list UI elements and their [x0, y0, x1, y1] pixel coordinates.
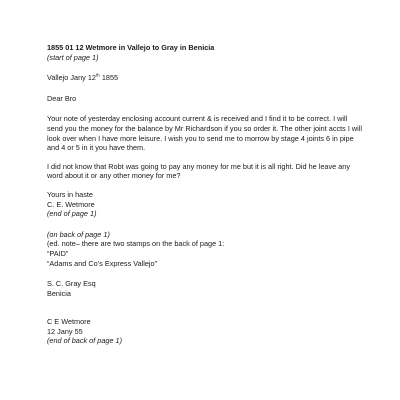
valediction: Yours in haste: [47, 189, 93, 199]
letter-content: [47, 43, 367, 346]
address-place: Benicia: [47, 288, 71, 298]
dateline: [47, 73, 367, 83]
endorsement-name: C E Wetmore: [47, 317, 91, 327]
salutation: Dear Bro: [47, 93, 77, 103]
stamp-express: “Adams and Co’s Express Vallejo”: [47, 258, 158, 268]
address-name: S. C. Gray Esq: [47, 279, 96, 289]
editor-note: (ed. note– there are two stamps on the back of page 1:: [47, 239, 225, 249]
back-page-note: (on back of page 1): [47, 229, 110, 239]
endorsement-date: 12 Jany 55: [47, 326, 83, 336]
body-paragraph-2: I did not know that Robt was going to pay any money for me but it is all right. Did he leave any word about it or any other money for me?: [47, 161, 350, 181]
dateline-superscript: th: [95, 72, 100, 78]
start-page-note: (start of page 1): [47, 52, 99, 62]
stamp-paid: “PAID”: [47, 248, 69, 258]
signature: C. E. Wetmore: [47, 199, 95, 209]
end-page-note: (end of page 1): [47, 209, 97, 219]
end-back-page-note: (end of back of page 1): [47, 336, 123, 346]
dateline-year: 1855: [99, 73, 119, 83]
document-title: 1855 01 12 Wetmore in Vallejo to Gray in Benicia: [47, 43, 215, 52]
body-paragraph-1: Your note of yesterday enclosing account current & is received and I find it to be correct. I will send you the money for the balance by Mr Richardson if you so order it. The other joint accts I will look over when I have more leisure. I wish you to send me to morrow by stage 4 joints 6 in pipe and 4 or 5 in it you have them.: [47, 114, 363, 153]
dateline-prefix: Vallejo Jany 12: [47, 73, 96, 83]
